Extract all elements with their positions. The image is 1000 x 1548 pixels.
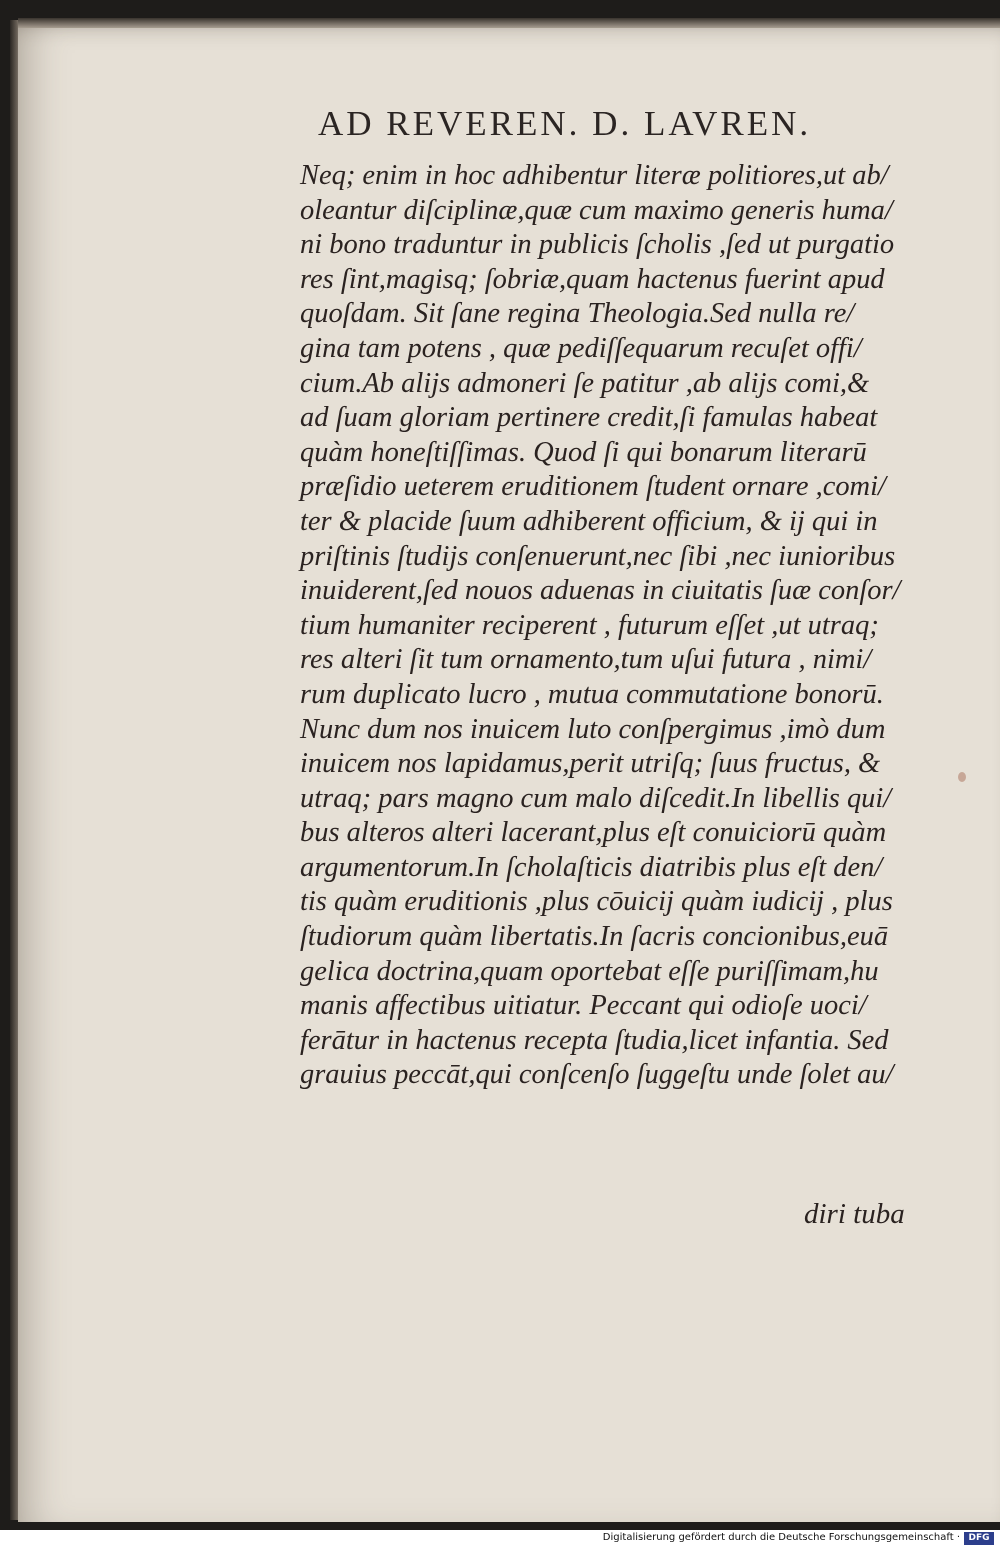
text-line: cium.Ab alijs admoneri ſe patitur ,ab alijs comi,& (300, 366, 870, 399)
text-line: quàm honeſtiſſimas. Quod ſi qui bonarum literarū (300, 435, 867, 468)
paper-stain (958, 772, 966, 782)
text-line: res alteri ſit tum ornamento,tum uſui futura , nimi/ (300, 643, 872, 676)
text-line: ter & placide ſuum adhiberent officium, & ij qui in (300, 504, 878, 537)
text-line: priſtinis ſtudijs conſenuerunt,nec ſibi ,nec iunioribus (300, 539, 896, 572)
text-line: rum duplicato lucro , mutua commutatione bonorū. (300, 677, 884, 710)
text-block (300, 158, 940, 1092)
text-line: res ſint,magisq; ſobriæ,quam hactenus fuerint apud (300, 262, 885, 295)
dfg-logo: DFG (964, 1532, 994, 1545)
text-line: quoſdam. Sit ſane regina Theologia.Sed nulla re/ (300, 297, 855, 330)
text-line: argumentorum.In ſcholaſticis diatribis plus eſt den/ (300, 850, 883, 883)
running-head: AD REVEREN. D. LAVREN. (318, 104, 812, 143)
text-line: ad ſuam gloriam pertinere credit,ſi famulas habeat (300, 401, 878, 434)
text-line: Neq; enim in hoc adhibentur literæ politiores,ut ab/ (300, 159, 889, 191)
text-line: gina tam potens , quæ pediſſequarum recuſet offi/ (300, 331, 862, 364)
text-line: ſtudiorum quàm libertatis.In ſacris concionibus,euā (300, 920, 889, 953)
page-top-edge (18, 18, 1000, 28)
text-line: oleantur diſciplinæ,quæ cum maximo generis huma/ (300, 193, 893, 226)
footer-credit: Digitalisierung gefördert durch die Deutsche Forschungsgemeinschaft · (602, 1532, 960, 1543)
text-line: gelica doctrina,quam oportebat eſſe puriſſimam,hu (300, 954, 879, 987)
text-line: inuicem nos lapidamus,perit utriſq; ſuus fructus, & (300, 747, 881, 780)
text-line: ni bono traduntur in publicis ſcholis ,ſed ut purgatio (300, 228, 895, 261)
text-line: inuiderent,ſed nouos aduenas in ciuitatis ſuæ conſor/ (300, 574, 901, 607)
catchword: diri tuba (804, 1198, 905, 1230)
text-line: manis affectibus uitiatur. Peccant qui odioſe uoci/ (300, 989, 867, 1022)
text-line: grauius peccāt,qui conſcenſo ſuggeſtu unde ſolet au/ (300, 1058, 894, 1091)
text-line: tis quàm eruditionis ,plus cōuicij quàm iudicij , plus (300, 885, 893, 918)
text-line: utraq; pars magno cum malo diſcedit.In libellis qui/ (300, 781, 892, 814)
text-line: Nunc dum nos inuicem luto conſpergimus ,imò dum (300, 712, 886, 745)
text-line: ferātur in hactenus recepta ſtudia,licet infantia. Sed (300, 1023, 889, 1056)
text-line: bus alteros alteri lacerant,plus eſt conuiciorū quàm (300, 816, 887, 849)
text-line: præſidio ueterem eruditionem ſtudent ornare ,comi/ (300, 470, 886, 503)
text-line: tium humaniter reciperent , futurum eſſet ,ut utraq; (300, 608, 879, 641)
